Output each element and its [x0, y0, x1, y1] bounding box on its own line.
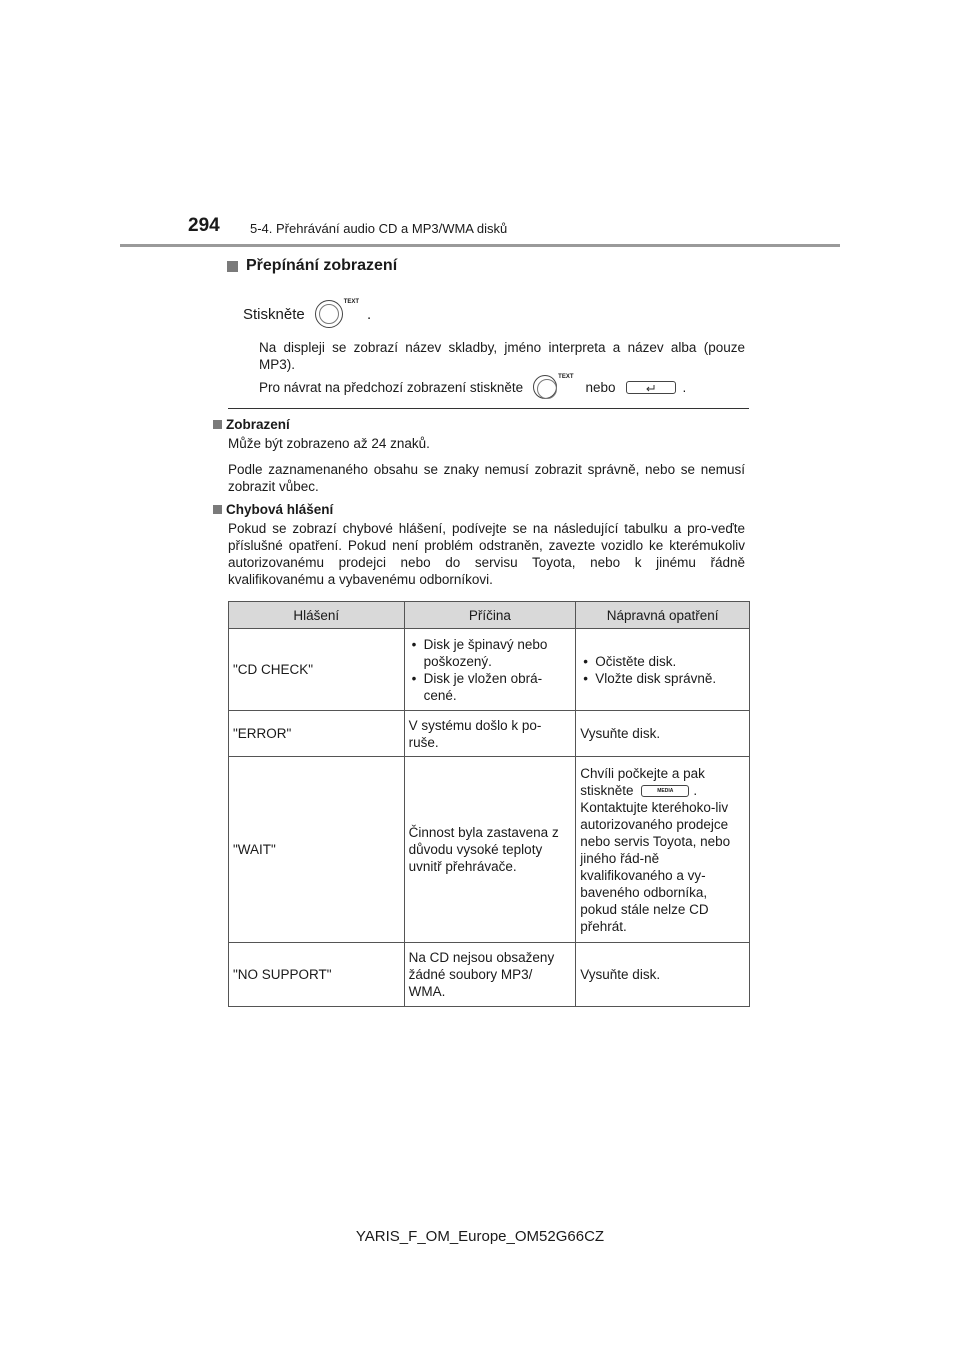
page-number: 294 [188, 215, 220, 236]
text-knob-icon [315, 300, 343, 328]
list-item: • Vložte disk správně. [580, 670, 745, 687]
fix-text-c: Kontaktujte kteréhoko-liv autorizovaného prodejce nebo servis Toyota, nebo jiného řád-ně kvalifikovaného a vy-baveného odborníka, pokud stále nelze CD přehrát. [580, 799, 731, 934]
table-cell-fix: Vysuňte disk. [576, 711, 750, 757]
zobrazeni-p2: Podle zaznamenaného obsahu se znaky nemusí zobrazit správně, nebo se nemusí zobrazit vůbec. [228, 462, 745, 494]
zobrazeni-p1: Může být zobrazeno až 24 znaků. [228, 436, 430, 451]
list-item: • Disk je vložen obrá-cené. [409, 670, 572, 704]
heading-zobrazeni [213, 417, 290, 432]
column-header: Hlášení [229, 602, 405, 629]
press-instruction [243, 300, 371, 328]
table-cell-message: "CD CHECK" [229, 629, 405, 711]
media-button-icon: MEDIA [641, 785, 689, 797]
list-item: • Očistěte disk. [580, 653, 745, 670]
fix-text-a: Chvíli počkejte a pak stiskněte [580, 765, 705, 798]
fix-text-b: . [693, 782, 698, 798]
heading-errors [213, 502, 333, 517]
press-text: Stiskněte [243, 305, 305, 323]
table-row [229, 757, 750, 943]
table-cell-fix: Vysuňte disk. [576, 943, 750, 1007]
table-cell-fix [576, 629, 750, 711]
table-cell-cause: Na CD nejsou obsaženy žádné soubory MP3/ WMA. [404, 943, 576, 1007]
text-knob-label: TEXT [343, 299, 360, 305]
table-cell-cause: Činnost byla zastavena z důvodu vysoké teploty uvnitř přehrávače. [404, 757, 576, 943]
return-arrow-icon [626, 381, 676, 394]
press-end: . [367, 305, 372, 323]
table-row [229, 943, 750, 1007]
text-knob-label: TEXT [558, 373, 574, 380]
column-header: Příčina [404, 602, 576, 629]
return-text-end: . [682, 379, 687, 395]
error-messages-table [228, 601, 750, 1007]
table-cell-cause: V systému došlo k po-ruše. [404, 711, 576, 757]
table-cell-message: "NO SUPPORT" [229, 943, 405, 1007]
heading-text: Přepínání zobrazení [246, 257, 398, 274]
heading-text: Zobrazení [226, 417, 290, 432]
heading-display-switch [227, 257, 397, 275]
square-bullet-icon [227, 261, 238, 272]
errors-p1: Pokud se zobrazí chybové hlášení, podívejte se na následující tabulku a pro-veďte příslušné opatření. Pokud není problém odstraněn, zavezte vozidlo ke kterémukoliv autorizovanému prodejci nebo do servisu Toyota, nebo k jinému řádně kvalifikovanému a vybavenému odborníkovi. [228, 521, 745, 587]
list-item: • Disk je špinavý nebo poškozený. [409, 636, 572, 670]
return-text-start: Pro návrat na předchozí zobrazení stiskněte [259, 379, 524, 395]
table-row [229, 711, 750, 757]
square-bullet-icon [213, 420, 222, 429]
return-instruction [259, 375, 745, 399]
section-title: 5-4. Přehrávání audio CD a MP3/WMA disků [250, 221, 508, 236]
return-text-mid: nebo [585, 379, 616, 395]
header-divider [120, 244, 840, 247]
display-switch-desc: Na displeji se zobrazí název skladby, jméno interpreta a název alba (pouze MP3). [259, 340, 745, 372]
table-cell-fix [576, 757, 750, 943]
document-code: YARIS_F_OM_Europe_OM52G66CZ [355, 1228, 605, 1245]
table-cell-cause [404, 629, 576, 711]
text-knob-icon [533, 375, 557, 399]
section-divider [228, 408, 749, 409]
heading-text: Chybová hlášení [226, 502, 334, 517]
square-bullet-icon [213, 505, 222, 514]
table-cell-message: "WAIT" [229, 757, 405, 943]
table-cell-message: "ERROR" [229, 711, 405, 757]
table-row [229, 629, 750, 711]
column-header: Nápravná opatření [576, 602, 750, 629]
table-header-row [229, 602, 750, 629]
